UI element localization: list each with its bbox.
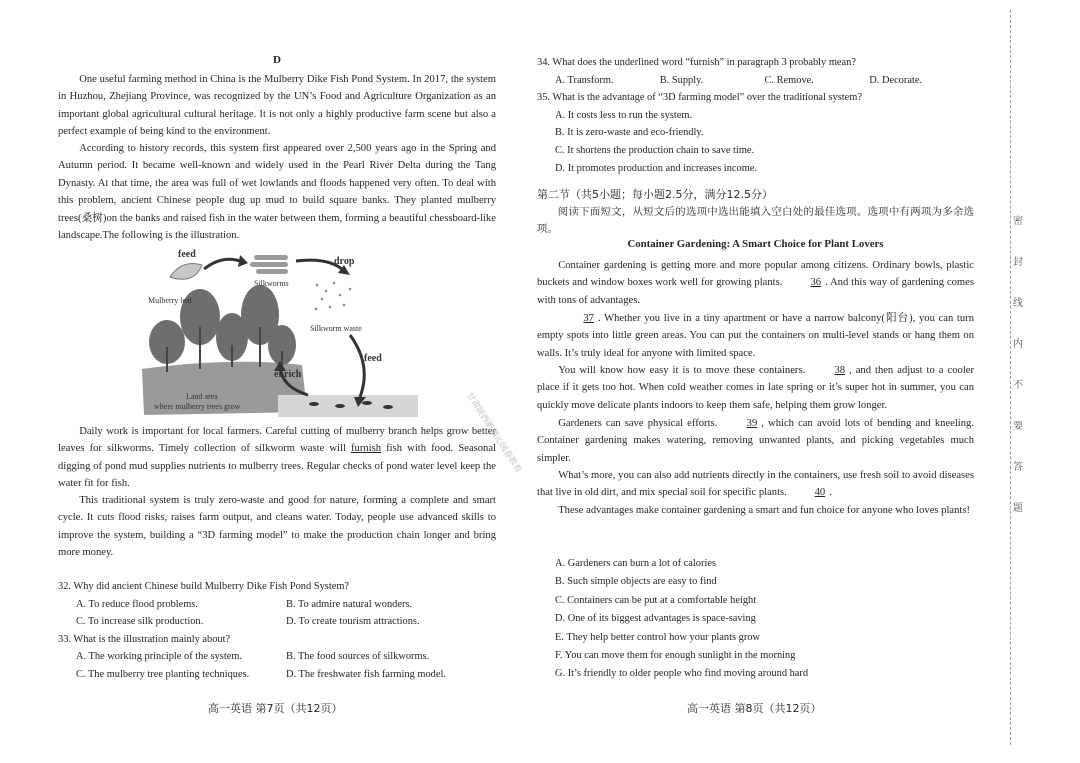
mulberry-leaf-icon [170,264,202,280]
passage-paragraph-1: One useful farming method in China is the Mulberry Dike Fish Pond System. In 2017, the system in Huzhou, Zhejiang Province, was recognized by the UN’s Food and Agriculture Organization as an important global agricultural cultural heritage. It is not only a highly productive farm scene but also a perfect example of being kind to the environment. [58,74,496,138]
label-drop: drop [334,256,355,267]
question-32-options-row1 [58,596,496,614]
section-2-heading: 第二节（共5小题；每小题2.5分，满分12.5分） [537,188,773,201]
gardening-p3-text-a: You will know how easy it is to move these containers. [558,365,806,376]
gardening-paragraph-4 [537,415,974,467]
question-33-option-d: D. The freshwater fish farming model. [286,668,446,680]
paragraph-3-text-b: fish with food. Seasonal digging of pond mud supplies nutrients to mulberry trees. Regular checks of pond water level keep the water fit for fish. [58,443,496,490]
silkworm-icon [250,255,288,274]
section-2-instruction: 阅读下面短文，从短文后的选项中选出能填入空白处的最佳选项。选项中有两项为多余选项。 [537,206,974,236]
question-35-option-c: C. It shortens the production chain to save time. [555,144,755,156]
silkworm-waste-icon [315,282,352,311]
blank-39[interactable]: 39 [746,418,758,429]
gardening-paragraph-3 [537,362,974,414]
seal-char: 不 [1013,380,1023,391]
seal-line-text [1013,212,1027,540]
seal-char: 线 [1013,298,1023,309]
seal-dashed-line [1010,10,1011,745]
arrow-feed-top [204,259,240,269]
gardening-p1-text-b: . And this way of gardening comes with tons of advantages. [537,277,974,306]
question-32-option-b: B. To admire natural wonders. [286,598,413,610]
gardening-p4-text-a: Gardeners can save physical efforts. [558,418,718,429]
passage-paragraph-2: According to history records, this system first appeared over 2,500 years ago in the Spring and Autumn period. It became well-known and widely used in the Pearl River Delta during the Tang Dynasty. At that time, the area was full of wet lowlands and floods happened very often. To deal with this problem, ancient Chinese people dug up mud to build square banks. They planted mulberry trees(桑树)on the banks and raised fish in the water between them, forming a beautiful chessboard-like landscape.The following is the illustration. [58,143,496,242]
label-land-area: Land area [186,392,218,401]
paragraph-3-text-a: Daily work is important for local farmers. Careful cutting of mulberry branch helps grow better leaves for silkworms. Timely collection of silkworm waste will [58,426,496,455]
question-32-options-row2 [58,613,496,631]
question-33-option-a: A. The working principle of the system. [76,651,243,663]
blank-36[interactable]: 36 [810,277,822,289]
label-feed-right: feed [364,353,382,364]
question-35-stem: 35. What is the advantage of “3D farming model” over the traditional system? [537,92,862,104]
question-32-option-a: A. To reduce flood problems. [76,598,199,610]
gardening-p2-text: . Whether you live in a tiny apartment or have a narrow balcony(阳台), you can turn empty spots into little green areas. You can put the containers on multi-level stands or hang them on walls. It’s truly ideal for anyone with limited space. [537,313,974,359]
question-34-option-c: C. Remove. [764,74,814,86]
option-d: D. One of its biggest advantages is space-saving [555,613,756,625]
gardening-p1-text-a: Container gardening is getting more and more popular among citizens. Ordinary bowls, plastic buckets and window boxes work well for growing plants. [537,260,974,289]
mulberry-dike-illustration [82,247,427,419]
right-page [537,0,974,763]
option-f: F. You can move them for enough sunlight in the morning [555,650,796,662]
answer-options-list [555,555,974,684]
seal-char: 题 [1013,503,1023,514]
gardening-paragraph-6: These advantages make container gardening a smart and fun choice for anyone who loves plants! [558,505,971,516]
option-b: B. Such simple objects are easy to find [555,576,717,588]
seal-char: 密 [1013,216,1023,227]
seal-char: 要 [1013,421,1023,432]
label-mulberry-leaf: Mulberry leaf [148,296,193,305]
label-silkworm-waste: Silkworm waste [310,324,362,333]
question-33-options-row1 [58,648,496,666]
gardening-p3-text-b: , and then adjust to a cooler place if it gets too hot. When cold weather comes in late spring or it’s super hot in summer, you can quickly move delicate plants indoors to keep them safe, helping them grow longer. [537,365,974,411]
label-feed-top: feed [178,249,196,260]
watermark-stamp: 甘肃陕西新疆沁园春教育 [463,391,524,475]
illustration-graphic [82,247,427,419]
pond-water [278,395,418,417]
question-34-option-d: D. Decorate. [869,74,923,86]
label-enrich: enrich [274,369,302,380]
gardening-p5-text-a: What’s more, you can also add nutrients directly in the containers, use fresh soil to avoid diseases that live in old dirt, and mix special soil for specific plants. [537,470,974,499]
gardening-paragraph-1 [537,257,974,309]
gardening-paragraph-2 [537,310,974,362]
blank-40[interactable]: 40 [814,487,826,499]
passage-title: Container Gardening: A Smart Choice for Plant Lovers [627,238,884,250]
section-letter: D [273,54,281,66]
arrow-feed-right [350,335,364,397]
question-34-stem: 34. What does the underlined word “furnish” in paragraph 3 probably mean? [537,57,856,68]
label-silkworms: Silkworms [254,279,289,288]
question-35-option-b: B. It is zero-waste and eco-friendly. [555,127,704,139]
option-g: G. It’s friendly to older people who find moving around hard [555,668,809,680]
question-32-option-d: D. To create tourism attractions. [286,616,420,628]
question-33-option-b: B. The food sources of silkworms. [286,651,430,663]
gardening-paragraph-5 [537,467,974,502]
question-33-options-row2 [58,666,496,684]
questions-34-35 [537,54,974,177]
question-33-stem: 33. What is the illustration mainly about? [58,633,231,645]
question-34-option-b: B. Supply. [659,74,704,86]
gardening-p4-text-b: , which can avoid lots of bending and kneeling. Container gardening makes watering, removing unwanted plants, and picking vegetables much simpler. [537,418,974,464]
label-land-area-sub: where mulberry trees grow [154,402,241,411]
option-c: C. Containers can be put at a comfortable height [555,594,757,606]
seal-char: 封 [1013,257,1023,268]
question-35-option-d: D. It promotes production and increases income. [555,162,757,174]
question-34-option-a: A. Transform. [555,74,614,86]
underlined-word-furnish: furnish [351,443,382,455]
passage-paragraph-3 [58,423,496,493]
question-32-stem: 32. Why did ancient Chinese build Mulberry Dike Fish Pond System? [58,581,350,592]
left-page-footer: 高一英语 第7页（共12页） [208,702,343,715]
option-a: A. Gardeners can burn a lot of calories [555,558,716,569]
right-page-footer: 高一英语 第8页（共12页） [687,702,822,715]
question-34-options [537,72,974,90]
option-e: E. They help better control how your plants grow [555,631,760,643]
question-33-option-c: C. The mulberry tree planting techniques. [76,668,250,680]
blank-38[interactable]: 38 [834,365,846,376]
question-32 [58,578,496,684]
seal-char: 内 [1013,339,1023,350]
binding-margin [1003,0,1033,763]
seal-char: 答 [1013,462,1023,473]
gardening-p5-text-b: . [829,487,832,499]
passage-paragraph-4: This traditional system is truly zero-waste and good for nature, forming a complete and smart cycle. It cuts flood risks, raises farm output, and cleans water. Today, people use advanced skills to improve the system, building a “3D farming model” to make the production chain longer and bring more money. [58,495,496,559]
question-35-option-a: A. It costs less to run the system. [555,109,693,121]
blank-37[interactable]: 37 [583,313,594,324]
question-32-option-c: C. To increase silk production. [76,616,204,628]
